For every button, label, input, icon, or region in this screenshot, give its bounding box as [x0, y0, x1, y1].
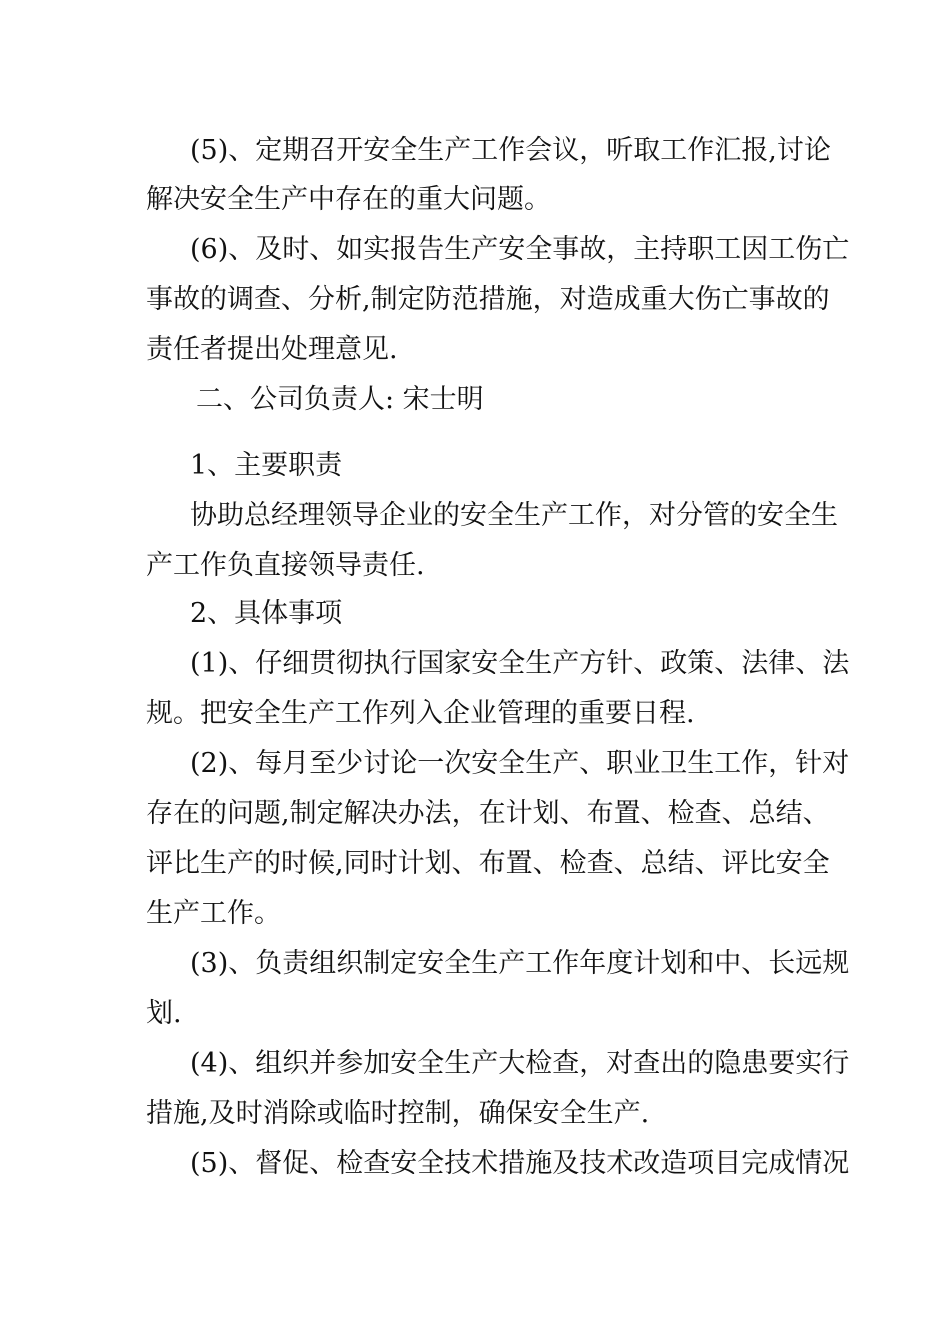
- subsection-heading: 2、具体事项: [190, 598, 343, 629]
- text-line: (1)、仔细贯彻执行国家安全生产方针、政策、法律、法: [190, 648, 850, 679]
- text-line: (3)、负责组织制定安全生产工作年度计划和中、长远规: [190, 948, 850, 979]
- text-line: 存在的问题,制定解决办法，在计划、布置、检查、总结、: [146, 798, 830, 829]
- text-line: (5)、督促、检查安全技术措施及技术改造项目完成情况: [190, 1148, 850, 1179]
- text-line: 产工作负直接领导责任.: [146, 550, 425, 581]
- text-line: 解决安全生产中存在的重大问题。: [146, 184, 551, 215]
- text-line: 责任者提出处理意见.: [146, 334, 398, 365]
- text-line: 协助总经理领导企业的安全生产工作，对分管的安全生: [190, 500, 838, 531]
- text-line: 评比生产的时候,同时计划、布置、检查、总结、评比安全: [146, 848, 830, 879]
- section-heading: 二、公司负责人: 宋士明: [196, 384, 484, 415]
- subsection-heading: 1、主要职责: [190, 450, 343, 481]
- text-line: 生产工作。: [146, 898, 281, 929]
- text-line: (4)、组织并参加安全生产大检查，对查出的隐患要实行: [190, 1048, 850, 1079]
- text-line: (2)、每月至少讨论一次安全生产、职业卫生工作，针对: [190, 748, 850, 779]
- text-line: (6)、及时、如实报告生产安全事故，主持职工因工伤亡: [190, 234, 850, 265]
- text-line: (5)、定期召开安全生产工作会议，听取工作汇报,讨论: [190, 135, 831, 166]
- text-line: 划.: [146, 998, 182, 1029]
- text-line: 规。把安全生产工作列入企业管理的重要日程.: [146, 698, 695, 729]
- text-line: 事故的调查、分析,制定防范措施，对造成重大伤亡事故的: [146, 284, 830, 315]
- text-line: 措施,及时消除或临时控制，确保安全生产.: [146, 1098, 650, 1129]
